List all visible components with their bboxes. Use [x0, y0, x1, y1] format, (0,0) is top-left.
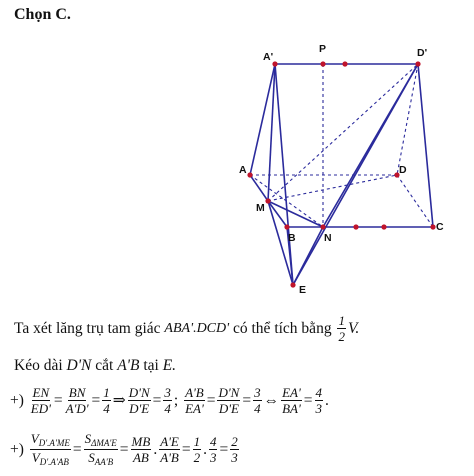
fraction-half: $\frac{1}{2}$ — [338, 313, 345, 344]
line1-mid: có thể tích bằng — [233, 319, 332, 337]
eq1-frac4: $\frac{A'B}{EA'}$ — [185, 385, 204, 416]
eq1-sep: ; — [173, 391, 179, 409]
line2-e: tại — [143, 357, 159, 374]
eq2-frac7: $\frac{2}{3}$ — [231, 434, 238, 465]
label-m: M — [256, 202, 265, 214]
label-b: B — [288, 232, 296, 244]
eq1-end: . — [325, 391, 329, 409]
answer-title: Chọn C. — [14, 6, 71, 23]
equation-ratio: +) $\frac{EN}{ED'}$ = $\frac{BN}{A'D'}$ = $\frac{1}{4}$ ⇒ $\frac{D'N}{D'E}$ = $\frac{3}{4}$ ; $\frac{A'B}{EA'}$ = $\frac{D'N}{D'E}$ = $\frac{3}{4}$ ⇔ $\frac{EA'}{BA'}$ = $\frac{4}{3}$ . — [10, 385, 329, 416]
eq1-frac-v3: $\frac{3}{4}$ — [254, 385, 261, 416]
eq2-prefix: +) — [10, 440, 24, 458]
eq2-frac6: $\frac{4}{3}$ — [209, 434, 217, 465]
eq1-frac2: $\frac{BN}{A'D'}$ — [65, 385, 89, 416]
eq1-arrow2: ⇔ — [263, 391, 280, 409]
label-d: D — [399, 164, 407, 176]
equation-volume-ratio: +) $\frac{V_{D'.A'ME}}{V_{D'.A'AB}}$ = $\frac{S_{\Delta MA'E}}{S_{AA'B}}$ = $\frac{MB}{AB}$ . $\frac{A'E}{A'B}$ = $\frac{1}{2}$ . $\frac{4}{3}$ = $\frac{2}{3}$ — [10, 431, 238, 467]
eq2-frac-volume: $\frac{V_{D'.A'ME}}{V_{D'.A'AB}}$ — [30, 431, 70, 467]
line-prism-volume — [14, 314, 359, 343]
eq1-frac5: $\frac{D'N}{D'E}$ — [218, 385, 240, 416]
label-n: N — [324, 232, 332, 244]
eq2-dot1: . — [153, 440, 158, 458]
line1-prefix: Ta xét lăng trụ tam giác — [14, 319, 161, 337]
eq2-frac4: $\frac{A'E}{A'B}$ — [160, 434, 179, 465]
line2-f: E. — [162, 357, 177, 374]
prism-name: ABA'.DCD' — [164, 320, 230, 336]
eq1-frac-v2: $\frac{3}{4}$ — [164, 385, 171, 416]
label-e: E — [299, 284, 307, 296]
eq1-frac-v1: $\frac{1}{4}$ — [103, 385, 110, 416]
eq1-arrow1: ⇒ — [112, 392, 126, 409]
line2-d: A'B — [117, 357, 140, 374]
eq1-frac3: $\frac{D'N}{D'E}$ — [128, 385, 150, 416]
line2-c: cắt — [95, 357, 114, 374]
line-extend — [14, 357, 176, 375]
eq2-frac5: $\frac{1}{2}$ — [193, 434, 201, 465]
label-c: C — [436, 221, 444, 233]
line1-end: V. — [347, 319, 360, 337]
line2-a: Kéo dài — [14, 357, 63, 374]
line2-b: D'N — [66, 357, 92, 374]
label-a-prime: A' — [263, 51, 274, 63]
eq2-frac-area: $\frac{S_{\Delta MA'E}}{S_{AA'B}}$ — [84, 431, 117, 467]
label-d-prime: D' — [417, 47, 428, 59]
eq1-frac-v4: $\frac{4}{3}$ — [315, 385, 322, 416]
eq1-frac1: $\frac{EN}{ED'}$ — [30, 385, 51, 416]
label-p: P — [319, 43, 327, 55]
eq2-frac3: $\frac{MB}{AB}$ — [131, 434, 151, 465]
eq1-prefix: +) — [10, 391, 24, 409]
eq2-dot2: . — [203, 440, 207, 458]
label-a: A — [239, 164, 247, 176]
eq1-frac6: $\frac{EA'}{BA'}$ — [282, 385, 301, 416]
